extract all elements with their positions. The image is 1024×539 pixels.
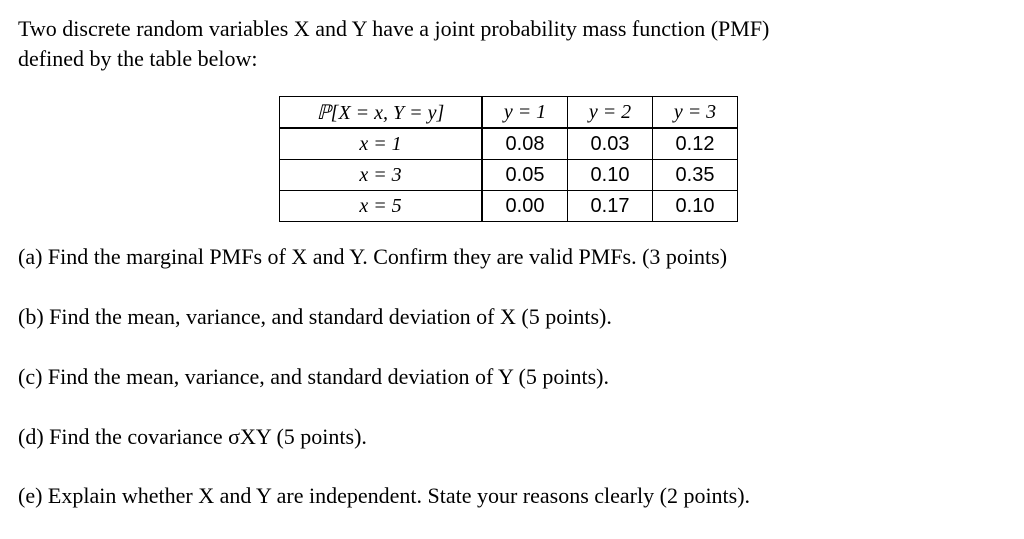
table-cell: 0.10 [653, 191, 738, 222]
table-header-row [280, 97, 738, 129]
joint-pmf-table [279, 96, 738, 222]
table-cell: 0.10 [568, 160, 653, 191]
table-cell: 0.17 [568, 191, 653, 222]
row-header-x1: x = 1 [280, 128, 483, 160]
column-header-y2: y = 2 [568, 97, 653, 129]
table-row [280, 191, 738, 222]
table-cell: 0.03 [568, 128, 653, 160]
table-cell: 0.08 [482, 128, 568, 160]
table-row [280, 128, 738, 160]
intro-line-2: defined by the table below: [18, 46, 258, 71]
table-cell: 0.12 [653, 128, 738, 160]
column-header-y1: y = 1 [482, 97, 568, 129]
column-header-y3: y = 3 [653, 97, 738, 129]
table-cell: 0.35 [653, 160, 738, 191]
question-a: (a) Find the marginal PMFs of X and Y. Confirm they are valid PMFs. (3 points) [18, 244, 728, 269]
question-e: (e) Explain whether X and Y are independent. State your reasons clearly (2 points). [18, 483, 751, 508]
row-header-x3: x = 3 [280, 160, 483, 191]
row-header-x5: x = 5 [280, 191, 483, 222]
intro-line-1: Two discrete random variables X and Y have a joint probability mass function (PMF) [18, 16, 770, 41]
question-d: (d) Find the covariance σXY (5 points). [18, 424, 367, 449]
table-cell: 0.00 [482, 191, 568, 222]
question-b: (b) Find the mean, variance, and standard deviation of X (5 points). [18, 304, 612, 329]
table-corner-header: ℙ[X = x, Y = y] [280, 97, 483, 129]
table-row [280, 160, 738, 191]
table-cell: 0.05 [482, 160, 568, 191]
problem-intro [18, 14, 1008, 74]
question-c: (c) Find the mean, variance, and standard deviation of Y (5 points). [18, 364, 609, 389]
